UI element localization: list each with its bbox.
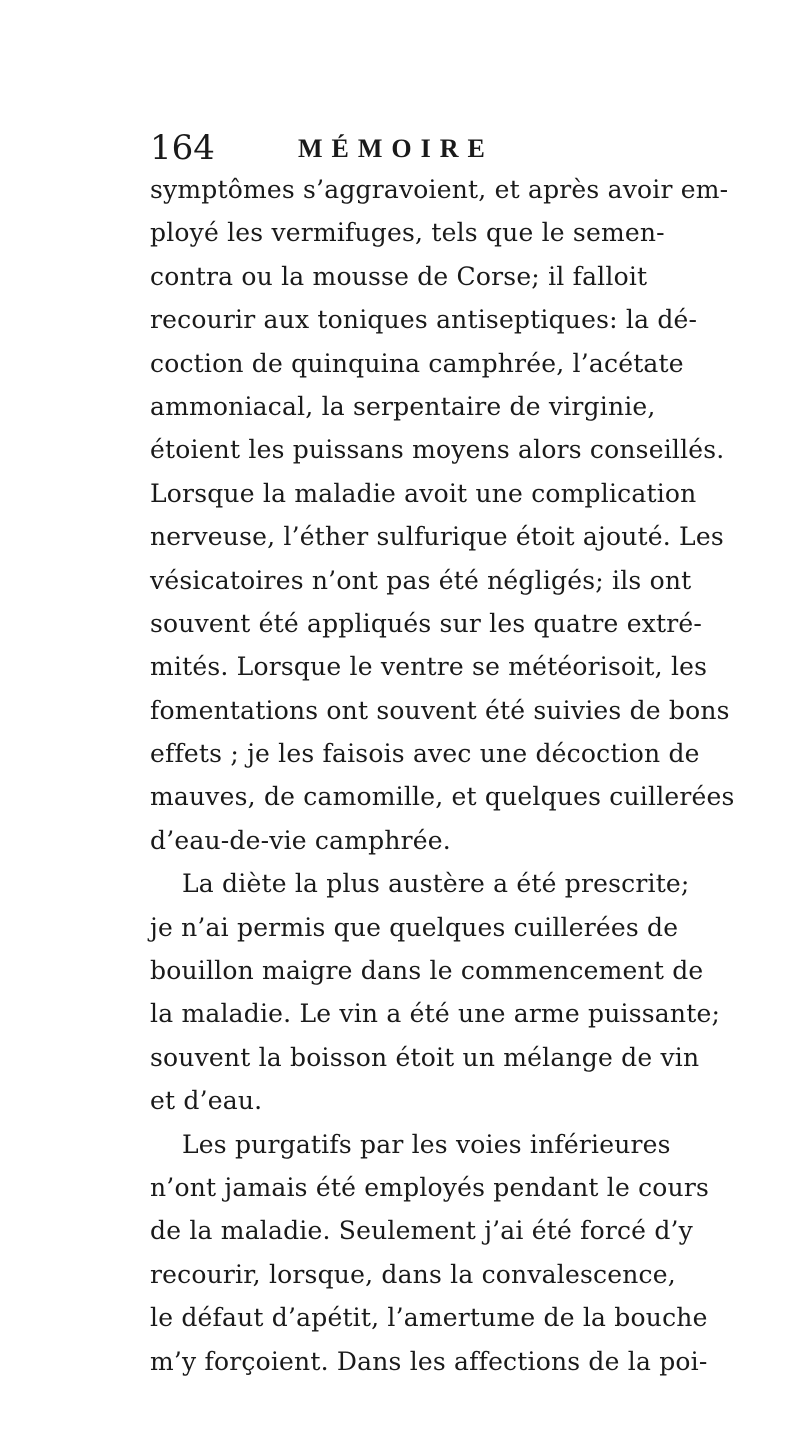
running-head <box>150 128 710 172</box>
text-line: effets ; je les faisois avec une décoction de <box>150 739 700 769</box>
running-title: MÉMOIRE <box>298 134 494 163</box>
text-line: souvent été appliqués sur les quatre extré- <box>150 608 703 638</box>
text-line: de la maladie. Seulement j’ai été forcé d’y <box>150 1216 693 1246</box>
text-line: ployé les vermifuges, tels que le semen- <box>150 218 665 248</box>
text-line: ammoniacal, la serpentaire de virginie, <box>150 391 656 421</box>
text-line: bouillon maigre dans le commencement de <box>150 956 704 986</box>
paragraph-start-line: La diète la plus austère a été prescrite; <box>182 869 690 899</box>
page-number: 164 <box>150 128 215 168</box>
text-line: Lorsque la maladie avoit une complication <box>150 478 697 508</box>
text-line: mauves, de camomille, et quelques cuillerées <box>150 782 735 812</box>
text-line: m’y forçoient. Dans les affections de la poi- <box>150 1346 708 1376</box>
text-line: vésicatoires n’ont pas été négligés; ils ont <box>150 565 692 595</box>
text-line: le défaut d’apétit, l’amertume de la bouche <box>150 1303 708 1333</box>
text-line: recourir aux toniques antiseptiques: la dé- <box>150 305 698 335</box>
text-line: mités. Lorsque le ventre se météorisoit, les <box>150 652 708 682</box>
body-text <box>150 168 735 1383</box>
text-line: recourir, lorsque, dans la convalescence, <box>150 1259 676 1289</box>
text-line: fomentations ont souvent été suivies de bons <box>150 695 730 725</box>
paragraph-start-line: Les purgatifs par les voies inférieures <box>182 1129 671 1159</box>
text-line: symptômes s’aggravoient, et après avoir em- <box>150 175 729 204</box>
text-line: contra ou la mousse de Corse; il falloit <box>150 261 648 291</box>
text-line: et d’eau. <box>150 1086 263 1116</box>
text-line: la maladie. Le vin a été une arme puissante; <box>150 999 721 1029</box>
text-line: n’ont jamais été employés pendant le cours <box>150 1172 710 1202</box>
text-line: étoient les puissans moyens alors conseillés. <box>150 435 725 465</box>
text-line: coction de quinquina camphrée, l’acétate <box>150 348 684 378</box>
text-line: d’eau-de-vie camphrée. <box>150 825 451 855</box>
text-line: nerveuse, l’éther sulfurique étoit ajouté. Les <box>150 522 724 552</box>
text-line: je n’ai permis que quelques cuillerées de <box>150 912 679 942</box>
text-line: souvent la boisson étoit un mélange de vin <box>150 1042 700 1072</box>
